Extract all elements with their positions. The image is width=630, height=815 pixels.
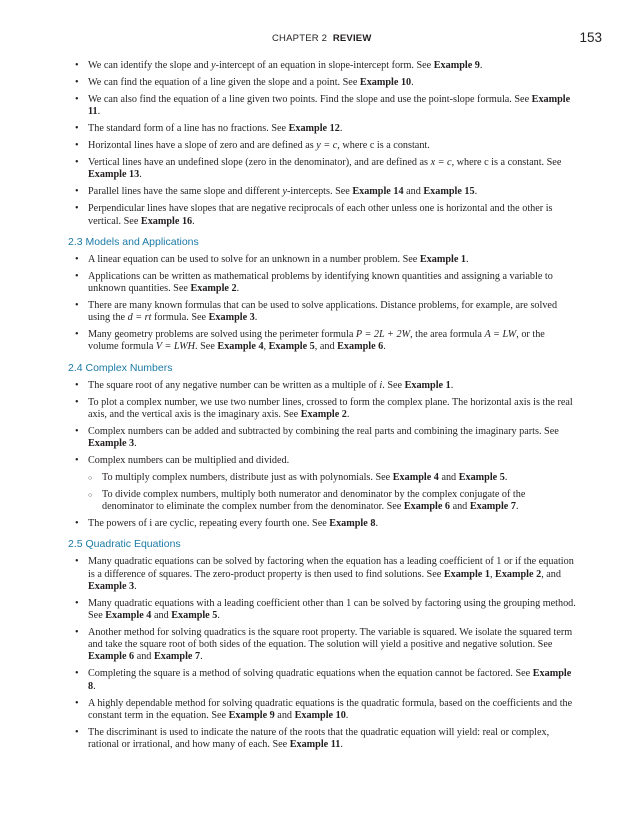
list-item: • Applications can be written as mathematical problems by identifying known quantities and assigning a variable to unknown quantities. See Example 2. bbox=[68, 271, 576, 295]
section-heading-2-4: 2.4 Complex Numbers bbox=[68, 361, 173, 374]
list-item: • Completing the square is a method of solving quadratic equations when the equation cannot be factored. See Example 8. bbox=[68, 668, 576, 692]
running-head bbox=[272, 33, 372, 44]
section-2-5-list bbox=[68, 556, 576, 751]
list-item: • Many quadratic equations can be solved by factoring when the equation has a leading coefficient of 1 or if the equation is a difference of squares. The zero-product property is then used to find solutions. See Example 1, Example 2, and Example 3. bbox=[68, 556, 576, 593]
list-item: • To plot a complex number, we use two number lines, crossed to form the complex plane. The horizontal axis is the real axis, and the vertical axis is the imaginary axis. See Example 2. bbox=[68, 397, 576, 421]
page-number: 153 bbox=[579, 30, 602, 45]
list-item: • We can identify the slope and y-intercept of an equation in slope-intercept form. See Example 9. bbox=[68, 60, 576, 72]
list-item: • Horizontal lines have a slope of zero and are defined as y = c, where c is a constant. bbox=[68, 140, 576, 152]
list-item: • Complex numbers can be added and subtracted by combining the real parts and combining the imaginary parts. See Example 3. bbox=[68, 426, 576, 450]
list-item: • Many geometry problems are solved using the perimeter formula P = 2L + 2W, the area formula A = LW, or the volume formula V = LWH. See Example 4, Example 5, and Example 6. bbox=[68, 329, 576, 353]
sub-list-item: ○ To multiply complex numbers, distribute just as with polynomials. See Example 4 and Example 5. bbox=[68, 472, 576, 484]
list-item: • Parallel lines have the same slope and different y-intercepts. See Example 14 and Example 15. bbox=[68, 186, 576, 198]
list-item: • There are many known formulas that can be used to solve applications. Distance problems, for example, are solved using the d = rt formula. See Example 3. bbox=[68, 300, 576, 324]
list-item: • A linear equation can be used to solve for an unknown in a number problem. See Example 1. bbox=[68, 254, 576, 266]
page-header bbox=[272, 30, 602, 48]
list-item: • The square root of any negative number can be written as a multiple of i. See Example 1. bbox=[68, 380, 576, 392]
list-item: • The standard form of a line has no fractions. See Example 12. bbox=[68, 123, 576, 135]
list-item: • The powers of i are cyclic, repeating every fourth one. See Example 8. bbox=[68, 518, 576, 530]
section-2-4-list bbox=[68, 380, 576, 531]
list-item: • The discriminant is used to indicate the nature of the roots that the quadratic equation will yield: real or complex, rational or irrational, and how many of each. See Example 11. bbox=[68, 727, 576, 751]
list-item: • We can find the equation of a line given the slope and a point. See Example 10. bbox=[68, 77, 576, 89]
list-item: • Many quadratic equations with a leading coefficient other than 1 can be solved by factoring using the grouping method. See Example 4 and Example 5. bbox=[68, 598, 576, 622]
review-content bbox=[68, 60, 576, 756]
list-item: • Complex numbers can be multiplied and divided. bbox=[68, 455, 576, 467]
section-heading-2-3: 2.3 Models and Applications bbox=[68, 235, 199, 248]
list-item: • Perpendicular lines have slopes that are negative reciprocals of each other unless one is horizontal and the other is vertical. See Example 16. bbox=[68, 203, 576, 227]
sub-list-item: ○ To divide complex numbers, multiply both numerator and denominator by the complex conjugate of the denominator to eliminate the complex number from the denominator. See Example 6 and Example 7. bbox=[68, 489, 576, 513]
list-item: • A highly dependable method for solving quadratic equations is the quadratic formula, based on the coefficients and the constant term in the equation. See Example 9 and Example 10. bbox=[68, 698, 576, 722]
section-label: REVIEW bbox=[332, 33, 372, 44]
section-2-3-list bbox=[68, 254, 576, 354]
list-item: • Vertical lines have an undefined slope (zero in the denominator), and are defined as x = c, where c is a constant. See Example 13. bbox=[68, 157, 576, 181]
list-item: • We can also find the equation of a line given two points. Find the slope and use the point-slope formula. See Example 11. bbox=[68, 94, 576, 118]
section-heading-2-5: 2.5 Quadratic Equations bbox=[68, 538, 181, 551]
chapter-label: CHAPTER 2 bbox=[272, 33, 328, 44]
list-item: • Another method for solving quadratics is the square root property. The variable is squared. We isolate the squared term and take the square root of both sides of the equation. The solution will yield a positive and negative solution. See Example 6 and Example 7. bbox=[68, 627, 576, 664]
intro-list bbox=[68, 60, 576, 228]
